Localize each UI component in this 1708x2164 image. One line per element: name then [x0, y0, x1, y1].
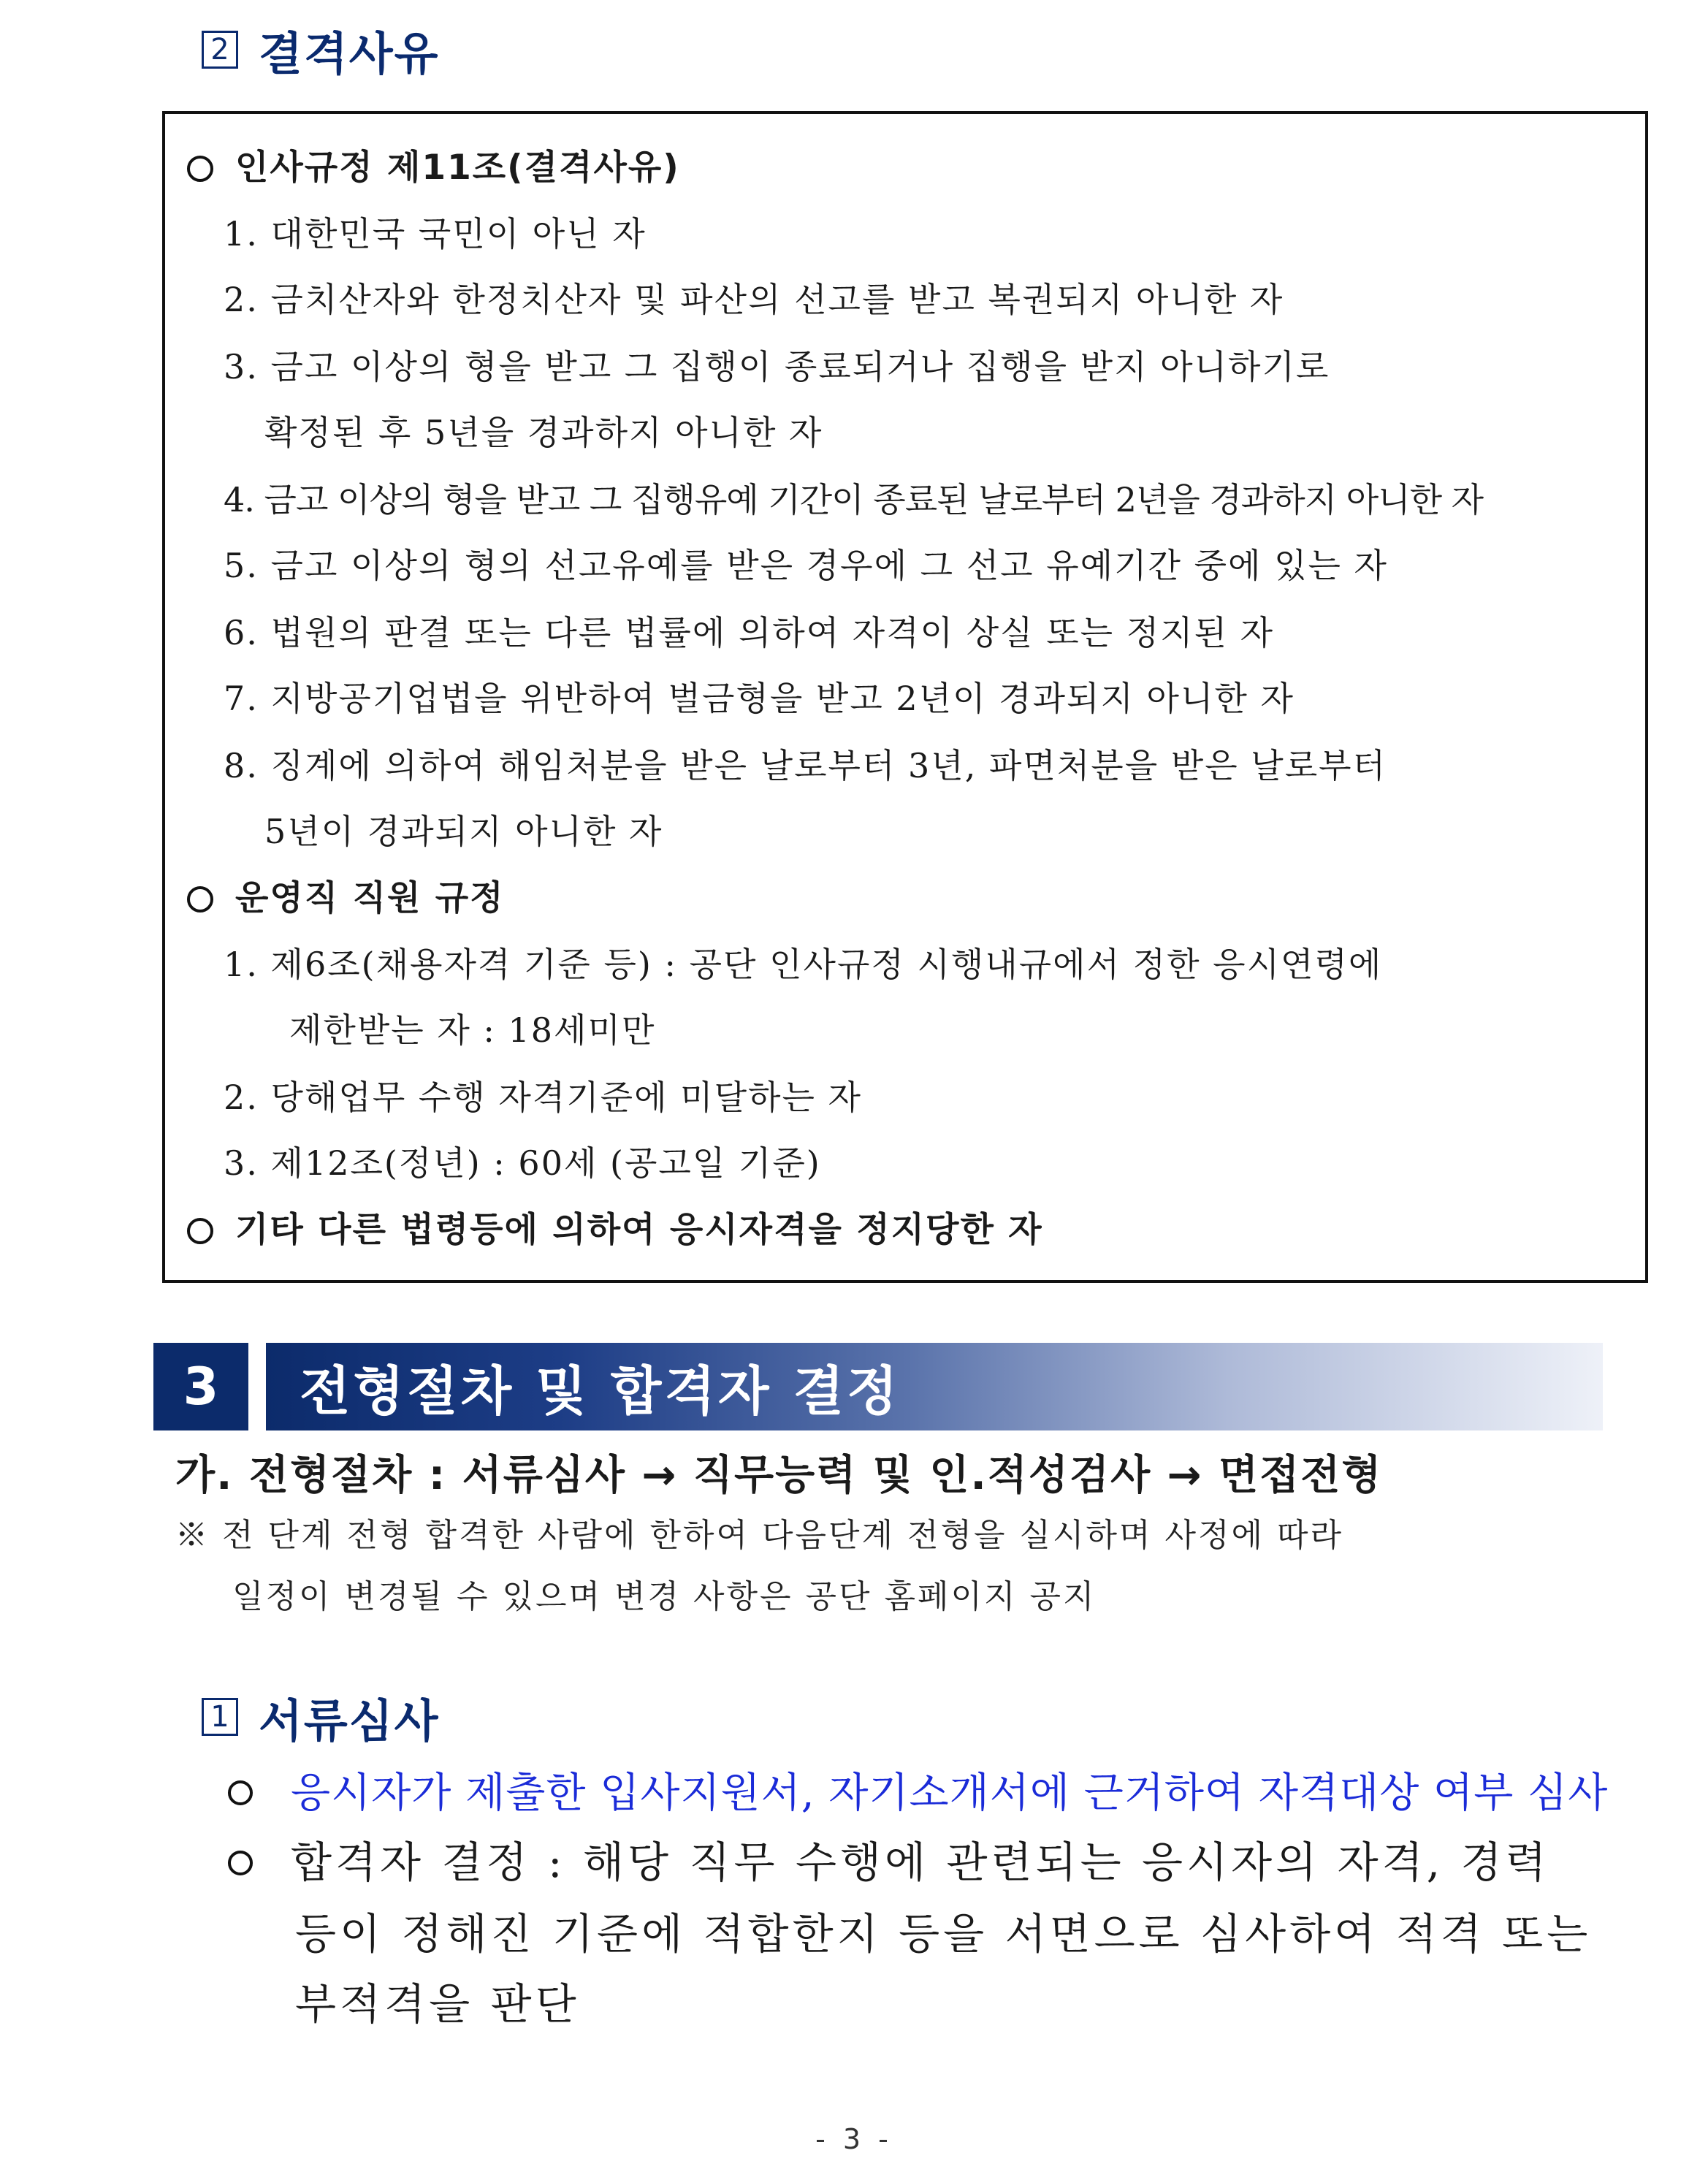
section-2-heading — [202, 20, 440, 79]
subsection-number-box: 1 — [202, 1698, 238, 1736]
list-item: 3. 금고 이상의 형을 받고 그 집행이 종료되거나 집행을 받지 아니하기로 — [224, 347, 1330, 386]
ring-bullet-icon — [228, 1780, 253, 1805]
document-review-bullet: 응시자가 제출한 입사지원서, 자기소개서에 근거하여 자격대상 여부 심사 — [228, 1765, 1608, 1821]
circle-bullet-icon — [187, 886, 213, 913]
circle-bullet-icon — [187, 1218, 213, 1244]
group-heading-hr-rules: 인사규정 제11조(결격사유) — [187, 146, 680, 190]
page-number: - 3 - — [815, 2123, 893, 2155]
pass-decision-bullet: 합격자 결정 : 해당 직무 수행에 관련되는 응시자의 자격, 경력 — [228, 1835, 1550, 1889]
section-3-number: 3 — [153, 1343, 248, 1430]
list-item: 8. 징계에 의하여 해임처분을 받은 날로부터 3년, 파면처분을 받은 날로부터 — [224, 746, 1387, 785]
list-item: 7. 지방공기업법을 위반하여 벌금형을 받고 2년이 경과되지 아니한 자 — [224, 679, 1295, 718]
ring-bullet-icon — [228, 1851, 253, 1875]
list-item: 2. 금치산자와 한정치산자 및 파산의 선고를 받고 복권되지 아니한 자 — [224, 280, 1284, 319]
list-item: 1. 제6조(채용자격 기준 등) : 공단 인사규정 시행내규에서 정한 응시연령에 — [224, 945, 1383, 984]
pass-decision-continuation: 부적격을 판단 — [295, 1979, 580, 2029]
pass-decision-continuation: 등이 정해진 기준에 적합한지 등을 서면으로 심사하여 적격 또는 — [295, 1909, 1592, 1959]
schedule-note-continuation: 일정이 변경될 수 있으며 변경 사항은 공단 홈페이지 공지 — [232, 1578, 1097, 1615]
list-item: 2. 당해업무 수행 자격기준에 미달하는 자 — [224, 1078, 862, 1117]
list-item: 3. 제12조(정년) : 60세 (공고일 기준) — [224, 1143, 821, 1183]
list-item: 4. 금고 이상의 형을 받고 그 집행유예 기간이 종료된 날로부터 2년을 경과하지 아니한 자 — [224, 480, 1484, 519]
circle-bullet-icon — [187, 156, 213, 182]
subsection-1-heading — [202, 1688, 440, 1746]
list-item: 6. 법원의 판결 또는 다른 법률에 의하여 자격이 상실 또는 정지된 자 — [224, 613, 1275, 652]
selection-process: 가. 전형절차 : 서류심사 → 직무능력 및 인.적성검사 → 면접전형 — [175, 1452, 1383, 1499]
list-item: 1. 대한민국 국민이 아닌 자 — [224, 214, 647, 254]
list-item-continuation: 5년이 경과되지 아니한 자 — [264, 812, 663, 851]
section-number-box: 2 — [202, 31, 238, 69]
list-item-continuation: 제한받는 자 : 18세미만 — [289, 1010, 656, 1050]
schedule-note: ※ 전 단계 전형 합격한 사람에 한하여 다음단계 전형을 실시하며 사정에 따라 — [175, 1517, 1343, 1554]
section-3-title: 전형절차 및 합격자 결정 — [300, 1360, 901, 1422]
list-item-continuation: 확정된 후 5년을 경과하지 아니한 자 — [264, 413, 823, 452]
subsection-title: 서류심사 — [259, 1694, 440, 1748]
list-item: 5. 금고 이상의 형의 선고유예를 받은 경우에 그 선고 유예기간 중에 있는 자 — [224, 546, 1388, 585]
group-heading-staff-rules: 운영직 직원 규정 — [187, 877, 505, 921]
section-title: 결격사유 — [259, 26, 440, 80]
group-heading-other: 기타 다른 법령등에 의하여 응시자격을 정지당한 자 — [187, 1208, 1043, 1252]
